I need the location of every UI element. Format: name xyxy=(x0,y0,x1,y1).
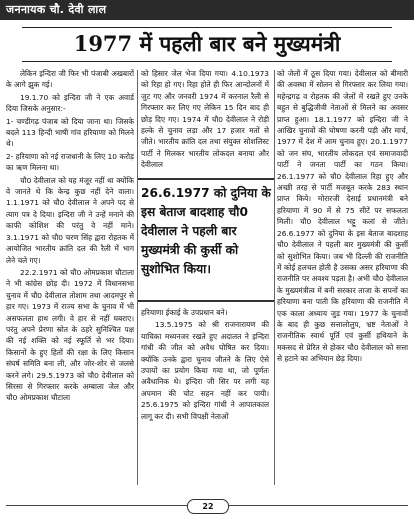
page-number: 22 xyxy=(187,499,229,514)
header-bar xyxy=(0,0,414,20)
title-rule-bottom xyxy=(22,61,392,62)
paragraph: को जेलों में ठूस दिया गया। देवीलाल को बीमारी की अवस्था में सोलन से गिरफ्तार कर लिया गया। महेन्द्रगढ़ व रोहतक की जेलों में रखते हुए उनके बहुत से बुद्धिजीवी नेताओं से मिलने का अवसर प्राप्त हुआ। 18.1.1977 को इन्दिरा जी ने आखिर चुनावों की घोषणा करनी पड़ी और मार्च, 1977 में देश में आम चुनाव हुए। 20.1.1977 को जन संघ, भारतीय लोकदल एवं समाजवादी पार्टी ने जनता पार्टी का गठन किया। 26.1.1977 को चौ0 देवीलाल रिहा हुए और अच्छी तरह से पार्टी मजबूत करके 283 स्थान प्राप्त किये। मोरारजी देसाई प्रधानमंत्री बने हरियाणा में 90 में से 75 सीटें पर सफलता मिली। चौ0 देवीलाल भट्टू कलां से जीते। 26.6.1977 को दुनिया के इस बेताज बादशाह चौ0 देवीलाल ने पहली बार मुख्यमंत्री की कुर्सी को सुशोभित किया। जब भी दिल्ली की राजनीति में कोई हलचल होती है उसका असर हरियाणा की राजनीति पर अवश्य पड़ता है। अभी चौ0 देवीलाल के मुख्यमंत्रीत्व में बनी सरकार ताजा के सपनों का हरियाणा बना पाती कि हरियाणा की राजनीति में एक काला अध्याय जुड़ गया। 1977 के चुनावों के बाद ही कुछ सत्तालोलुप, भ्रष्ट नेताओं ने राजनीतिक स्वार्थ पूर्ति एवं कुर्सी हथियाने के मकसद से प्रेरित से होकर चौ0 देवीलाल को सत्ता से हटाने का अभियान छेड़ दिया। xyxy=(277,69,408,364)
paragraph: 2- हरियाणा को नई राजधानी के लिए 10 करोड़ का ऋण मिलना था। xyxy=(6,151,134,173)
pull-quote-text: 26.6.1977 को दुनिया के इस बेताज बादशाह चौ0 देवीलाल ने पहली बार मुख्यमंत्री की कुर्सी को सुशोभित किया। xyxy=(141,186,271,276)
pull-quote xyxy=(138,178,274,302)
page-title: 1977 में पहली बार बने मुख्यमंत्री xyxy=(73,31,341,56)
column-1 xyxy=(6,68,134,488)
paragraph: 1- चण्डीगढ़ पंजाब को दिया जाना था। जिसके बदले 113 हिन्दी भाषी गांव हरियाणा को मिलने थे। xyxy=(6,116,134,149)
paragraph: हरियाणा ईकाई के उपप्रधान बने। xyxy=(141,308,228,317)
paragraph: लेकिन इन्दिरा जी फिर भी पंजाबी अखबारों के आगे झुक गई। xyxy=(6,69,134,90)
column-divider xyxy=(274,70,275,485)
title-rule-top xyxy=(22,27,392,28)
paragraph: 13.5.1975 को श्री राजनारायण की याचिका मध्यनजर रखते हुए अदालत ने इन्दिरा गांधी की जीत को अवैध घोषित कर दिया। क्योंकि उनके द्वारा चुनाव जीतने के लिए ऐसे उपायों का प्रयोग किया गया था, जो पूर्णतः अवैधानिक थे। इन्दिरा जी सिर पर लगी यह अपमान की चोट सहन नहीं कर पायी। 25.6.1975 को इन्दिरा गांधी ने आपातकाल लागू कर दी। सभी विपक्षी नेताओं xyxy=(141,320,269,421)
paragraph: चौ0 देवीलाल को यह मंजूर नहीं था क्योंकि वे जानते थे कि केन्द्र कुछ नहीं देने वाला। 1.1.1971 को चौ0 देवीलाल ने अपने पद से त्याग पत्र दे दिया। इन्दिरा जी ने उन्हें मनाने की काफी कोशिश की परंतु वे नहीं माने। 3.1.1971 को चौ0 चरण सिंह द्वारा रोहतक में आयोजित भारतीय क्रांति दल की रैली में भाग लेने चले गए। xyxy=(6,175,134,265)
paragraph: को हिसार जेल भेज दिया गया। 4.10.1973 को रिहा हो गए। रिहा होते ही फिर आन्दोलनों में जुट गए और जनवरी 1974 में करनाल रैली से गिरफ्तार कर लिए गए लेकिन 15 दिन बाद ही छोड़ दिए गए। 1974 में चौ0 देवीलाल ने रोड़ी हल्के से चुनाव लड़ा और 17 हजार मतों से जीते। भारतीय क्रांति दल तथा संयुक्त सोशलिस्ट पार्टी ने मिलकर भारतीय लोकदल बनाया और देवीलाल xyxy=(141,69,269,170)
paragraph: 22.2.1971 को चौ0 ओमप्रकाश चौटाला ने भी कांग्रेस छोड़ दी। 1972 में विधानसभा चुनाव में चौ0 देवीलाल तोशाम तथा आदमपुर से हार गए। 1973 में राज्य सभा के चुनाव में भी असफलता हाथ लगी। वे हार से नहीं घबराए। परंतु अपने प्रेरणा स्रोत के ठहरे सुनिश्चित पक्ष की नई शक्ति को नई स्फूर्ति से भर दिया। किसानों के हुए हितों की रक्षा के लिए किसान संघर्ष समिति बना ली, और जोर-शोर से जलसे करने लगे। 29.5.1973 को चौ0 देवीलाल को सिरसा से गिरफ्तार करके अम्बाला जेल और चौ0 ओमप्रकाश चौटाला xyxy=(6,267,134,403)
section-label: जननायक चौ. देवी लाल xyxy=(6,3,107,16)
column-2-top xyxy=(141,68,269,178)
paragraph: 19.1.70 को इन्दिरा जी ने एक अवार्ड दिया जिसके अनुसार:- xyxy=(6,92,134,114)
column-3 xyxy=(277,68,408,488)
column-2-bottom xyxy=(141,307,269,487)
